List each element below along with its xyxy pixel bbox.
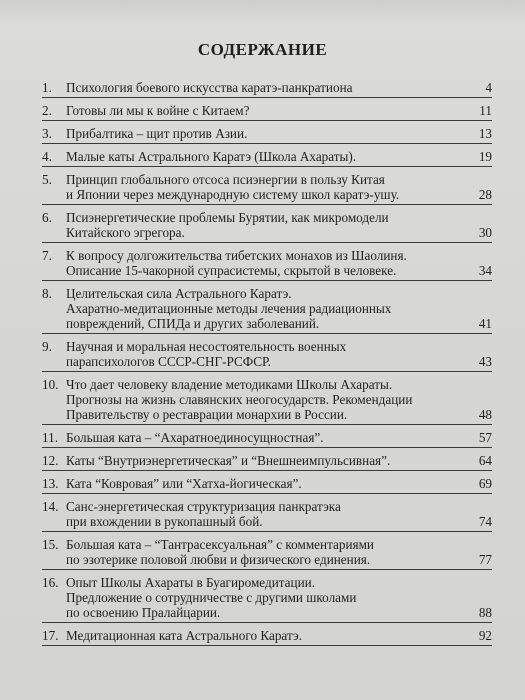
toc-entry-number: 17.	[42, 628, 59, 643]
toc-entry-title	[66, 499, 462, 529]
toc-entry-title	[66, 248, 462, 278]
toc-entry-number: 10.	[42, 377, 59, 392]
toc-entry-number: 15.	[42, 537, 59, 552]
toc-entry-title	[66, 476, 462, 491]
toc-entry-title	[66, 575, 462, 620]
toc-entry-title-line: Псиэнергетические проблемы Бурятии, как микромодели	[66, 210, 389, 225]
toc-entry-title	[66, 126, 462, 141]
toc-entry-title	[66, 103, 462, 118]
toc-entry-title-line: Опыт Школы Ахараты в Буагиромедитации.	[66, 575, 316, 590]
toc-entry-page-number: 11	[479, 103, 492, 118]
toc-entry-title-line: Предложение о сотрудничестве с другими школами	[66, 590, 357, 605]
toc-entry-page-number: 92	[478, 628, 492, 643]
toc-entry-page-number: 19	[478, 149, 492, 164]
toc-entry-title	[66, 149, 462, 164]
toc-entry-title-line: при вхождении в рукопашный бой.	[66, 514, 263, 529]
toc-entry-title-line: Психология боевого искусства каратэ-панкратиона	[66, 80, 353, 95]
toc-entry-title-line: Прогнозы на жизнь славянских неогосударств. Рекомендации	[66, 392, 413, 407]
toc-entry-number: 5.	[42, 172, 52, 187]
toc-entry-page-number: 69	[478, 476, 492, 491]
toc-entry-number: 3.	[42, 126, 52, 141]
toc-entry-number: 6.	[42, 210, 52, 225]
toc-entry[interactable]	[42, 172, 492, 205]
toc-entry-page-number: 74	[478, 514, 492, 529]
toc-entry-number: 1.	[42, 80, 52, 95]
toc-entry[interactable]	[42, 499, 492, 532]
toc-entry-title-line: Прибалтика – щит против Азии.	[66, 126, 248, 141]
toc-entry-title	[66, 430, 462, 445]
toc-entry-title-line: парапсихологов СССР-СНГ-РСФСР.	[66, 354, 271, 369]
toc-entry[interactable]	[42, 126, 492, 144]
toc-entry-title-line: Описание 15-чакорной супрасистемы, скрытой в человеке.	[66, 263, 397, 278]
toc-entry-title-line: Санс-энергетическая структуризация панкратэка	[66, 499, 341, 514]
toc-entry-page-number: 48	[478, 407, 492, 422]
toc-entry[interactable]	[42, 537, 492, 570]
toc-entry-title-line: Ахаратно-медитационные методы лечения радиационных	[66, 301, 392, 316]
toc-entry-title-line: Что дает человеку владение методиками Школы Ахараты.	[66, 377, 393, 392]
toc-entry-title	[66, 286, 462, 331]
toc-entry-page-number: 77	[478, 552, 492, 567]
toc-entry[interactable]	[42, 210, 492, 243]
toc-entry-number: 13.	[42, 476, 59, 491]
toc-entry-title-line: Принцип глобального отсоса псиэнергии в пользу Китая	[66, 172, 385, 187]
toc-entry-title	[66, 537, 462, 567]
toc-entry-number: 8.	[42, 286, 52, 301]
toc-entry-title-line: и Японии через международную систему школ каратэ-ушу.	[66, 187, 400, 202]
toc-entry-title	[66, 628, 462, 643]
toc-entry-title-line: Целительская сила Астрального Каратэ.	[66, 286, 292, 301]
toc-entry-page-number: 28	[478, 187, 492, 202]
toc-entry-number: 11.	[42, 430, 58, 445]
toc-entry[interactable]	[42, 628, 492, 646]
toc-entry-title-line: по освоению Пралайцарии.	[66, 605, 221, 620]
toc-entry-title	[66, 377, 462, 422]
toc-entry-title-line: Правительству о реставрации монархии в России.	[66, 407, 348, 422]
toc-entry-title-line: Большая ката – “Ахаратноединосущностная”.	[66, 430, 324, 445]
toc-entry-page-number: 30	[478, 225, 492, 240]
toc-entry-page-number: 43	[478, 354, 492, 369]
toc-entry[interactable]	[42, 103, 492, 121]
page-title: СОДЕРЖАНИЕ	[197, 40, 328, 59]
toc-entry-page-number: 41	[478, 316, 492, 331]
toc-entry-title	[66, 172, 462, 202]
toc-entry[interactable]	[42, 575, 492, 623]
toc-entry-title-line: Научная и моральная несостоятельность военных	[66, 339, 347, 354]
toc-entry-title-line: Медитационная ката Астрального Каратэ.	[66, 628, 302, 643]
toc-entry-page-number: 57	[478, 430, 492, 445]
toc-entry-title	[66, 339, 462, 369]
toc-entry-page-number: 64	[478, 453, 492, 468]
toc-entry-title	[66, 80, 462, 95]
toc-entry[interactable]	[42, 248, 492, 281]
page-top-shadow	[0, 0, 525, 22]
toc-entry[interactable]	[42, 476, 492, 494]
toc-entry-title-line: Малые каты Астрального Каратэ (Школа Ахараты).	[66, 149, 357, 164]
toc-entry-page-number: 4	[485, 80, 492, 95]
toc-entry-page-number: 13	[478, 126, 492, 141]
toc-entry-number: 12.	[42, 453, 59, 468]
toc-entry-title-line: К вопросу долгожительства тибетских монахов из Шаолиня.	[66, 248, 407, 263]
toc-entry-title-line: Большая ката – “Тантрасексуальная” с комментариями	[66, 537, 374, 552]
toc-entry-title-line: Готовы ли мы к войне с Китаем?	[66, 103, 250, 118]
toc-entry-number: 9.	[42, 339, 52, 354]
toc-entry-title-line: повреждений, СПИДа и других заболеваний.	[66, 316, 320, 331]
toc-entry-title-line: Ката “Ковровая” или “Хатха-йогическая”.	[66, 476, 302, 491]
toc-entry-title-line: Китайского эгрегора.	[66, 225, 185, 240]
toc-entry[interactable]	[42, 80, 492, 98]
toc-entry-number: 14.	[42, 499, 59, 514]
toc-entry-page-number: 88	[478, 605, 492, 620]
toc-entry[interactable]	[42, 453, 492, 471]
toc-entry-number: 16.	[42, 575, 59, 590]
toc-entry[interactable]	[42, 339, 492, 372]
toc-entry-number: 7.	[42, 248, 52, 263]
toc-entry[interactable]	[42, 149, 492, 167]
toc-entry-title	[66, 210, 462, 240]
toc-entry-title-line: Каты “Внутриэнергетическая” и “Внешнеимпульсивная”.	[66, 453, 391, 468]
toc-entry[interactable]	[42, 377, 492, 425]
toc-entry[interactable]	[42, 286, 492, 334]
toc-entry-number: 2.	[42, 103, 52, 118]
toc-entry-number: 4.	[42, 149, 52, 164]
toc-entry-title	[66, 453, 462, 468]
toc-entry[interactable]	[42, 430, 492, 448]
table-of-contents	[42, 80, 492, 651]
toc-entry-title-line: по эзотерике половой любви и физического единения.	[66, 552, 371, 567]
toc-entry-page-number: 34	[478, 263, 492, 278]
